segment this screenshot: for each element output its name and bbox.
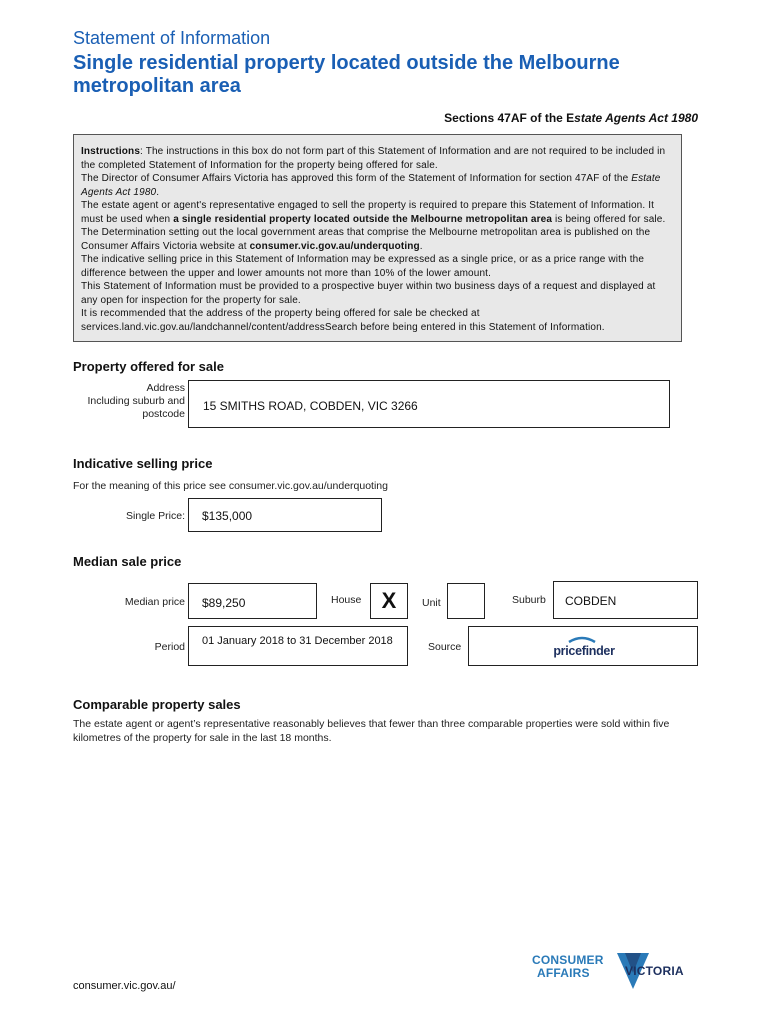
median-heading: Median sale price	[73, 554, 182, 569]
pricefinder-swoosh-icon	[567, 635, 597, 644]
footer-url[interactable]: consumer.vic.gov.au/	[73, 980, 176, 992]
address-label-line1: Address	[146, 382, 185, 394]
instructions-p5: This Statement of Information must be provided to a prospective buyer within two business days of a request and displayed at any open for inspection for the property for sale.	[81, 281, 656, 306]
sections-prefix: Sections 47AF of the E	[444, 111, 575, 125]
comparable-text: The estate agent or agent’s representative reasonably believes that fewer than three comparable properties were sold within five kilometres of the property for sale in the last 18 months.	[73, 718, 670, 744]
address-label	[73, 382, 185, 421]
document-title: Statement of Information	[73, 28, 271, 48]
median-price-field[interactable]: $89,250	[188, 583, 317, 619]
instructions-p4: The indicative selling price in this Statement of Information may be expressed as a single price, or as a price range with the difference between the upper and lower amounts not more than 10% of the lower amount.	[81, 254, 645, 279]
address-field[interactable]: 15 SMITHS ROAD, COBDEN, VIC 3266	[188, 380, 670, 428]
logo-affairs: AFFAIRS	[537, 966, 590, 980]
instructions-p3	[81, 199, 671, 253]
instructions-p3-bold: a single residential property located outside the Melbourne metropolitan area	[173, 213, 553, 225]
sections-reference	[444, 111, 698, 125]
unit-label: Unit	[422, 597, 441, 609]
instructions-p3-end: .	[419, 240, 423, 252]
suburb-label: Suburb	[512, 594, 546, 606]
instructions-p1	[81, 145, 671, 172]
property-heading: Property offered for sale	[73, 359, 224, 374]
instructions-p6: It is recommended that the address of the property being offered for sale be checked at services.land.vic.gov.au/landchannel/content/addressSearch before being entered in this Statement of Information.	[81, 308, 605, 333]
house-checkbox[interactable]: X	[370, 583, 408, 619]
instructions-p2-end: .	[156, 186, 160, 198]
document-heading: Single residential property located outside the Melbourne metropolitan area	[73, 52, 620, 97]
consumer-affairs-victoria-logo	[532, 953, 692, 995]
logo-victoria: VICTORIA	[625, 964, 684, 978]
indicative-heading: Indicative selling price	[73, 456, 213, 471]
indicative-note: For the meaning of this price see consumer.vic.gov.au/underquoting	[73, 480, 388, 492]
single-price-label: Single Price:	[126, 510, 185, 522]
sections-act: state Agents Act 1980	[574, 111, 698, 125]
unit-checkbox[interactable]	[447, 583, 485, 619]
instructions-p3-text: The estate agent or agent's representative engaged to sell the property is required to prepare this Statement of Information. It must be used when	[81, 200, 655, 225]
instructions-p2-text: The Director of Consumer Affairs Victoria has approved this form of the Statement of Information for section 47AF of the	[81, 173, 632, 184]
source-label: Source	[428, 641, 462, 653]
address-label-line3: postcode	[142, 408, 185, 420]
pricefinder-logo: pricefinder	[553, 644, 615, 658]
median-price-label: Median price	[124, 596, 185, 608]
house-label: House	[331, 594, 362, 606]
instructions-p1-text: : The instructions in this box do not form part of this Statement of Information and are not required to be included in the completed Statement of Information for the property being offered for sale.	[81, 146, 666, 171]
instructions-p2	[81, 172, 671, 199]
logo-consumer: CONSUMER	[532, 953, 604, 967]
instructions-label: Instructions	[81, 146, 141, 157]
address-label-line2: Including suburb and	[87, 395, 185, 407]
suburb-field[interactable]: COBDEN	[553, 581, 698, 619]
period-field[interactable]: 01 January 2018 to 31 December 2018	[188, 626, 408, 666]
single-price-field[interactable]: $135,000	[188, 498, 382, 532]
period-label: Period	[154, 641, 185, 653]
underquoting-link[interactable]: consumer.vic.gov.au/underquoting	[249, 240, 420, 252]
comparable-heading: Comparable property sales	[73, 697, 241, 712]
instructions-p2-act: Estate Agents Act 1980	[81, 173, 661, 198]
instructions-box	[73, 134, 682, 342]
instructions-p3-mid: is being offered for sale. The Determination setting out the local government areas that comprise the Melbourne metropolitan area is published on the Consumer Affairs Victoria website at	[81, 213, 666, 252]
source-field[interactable]	[468, 626, 698, 666]
